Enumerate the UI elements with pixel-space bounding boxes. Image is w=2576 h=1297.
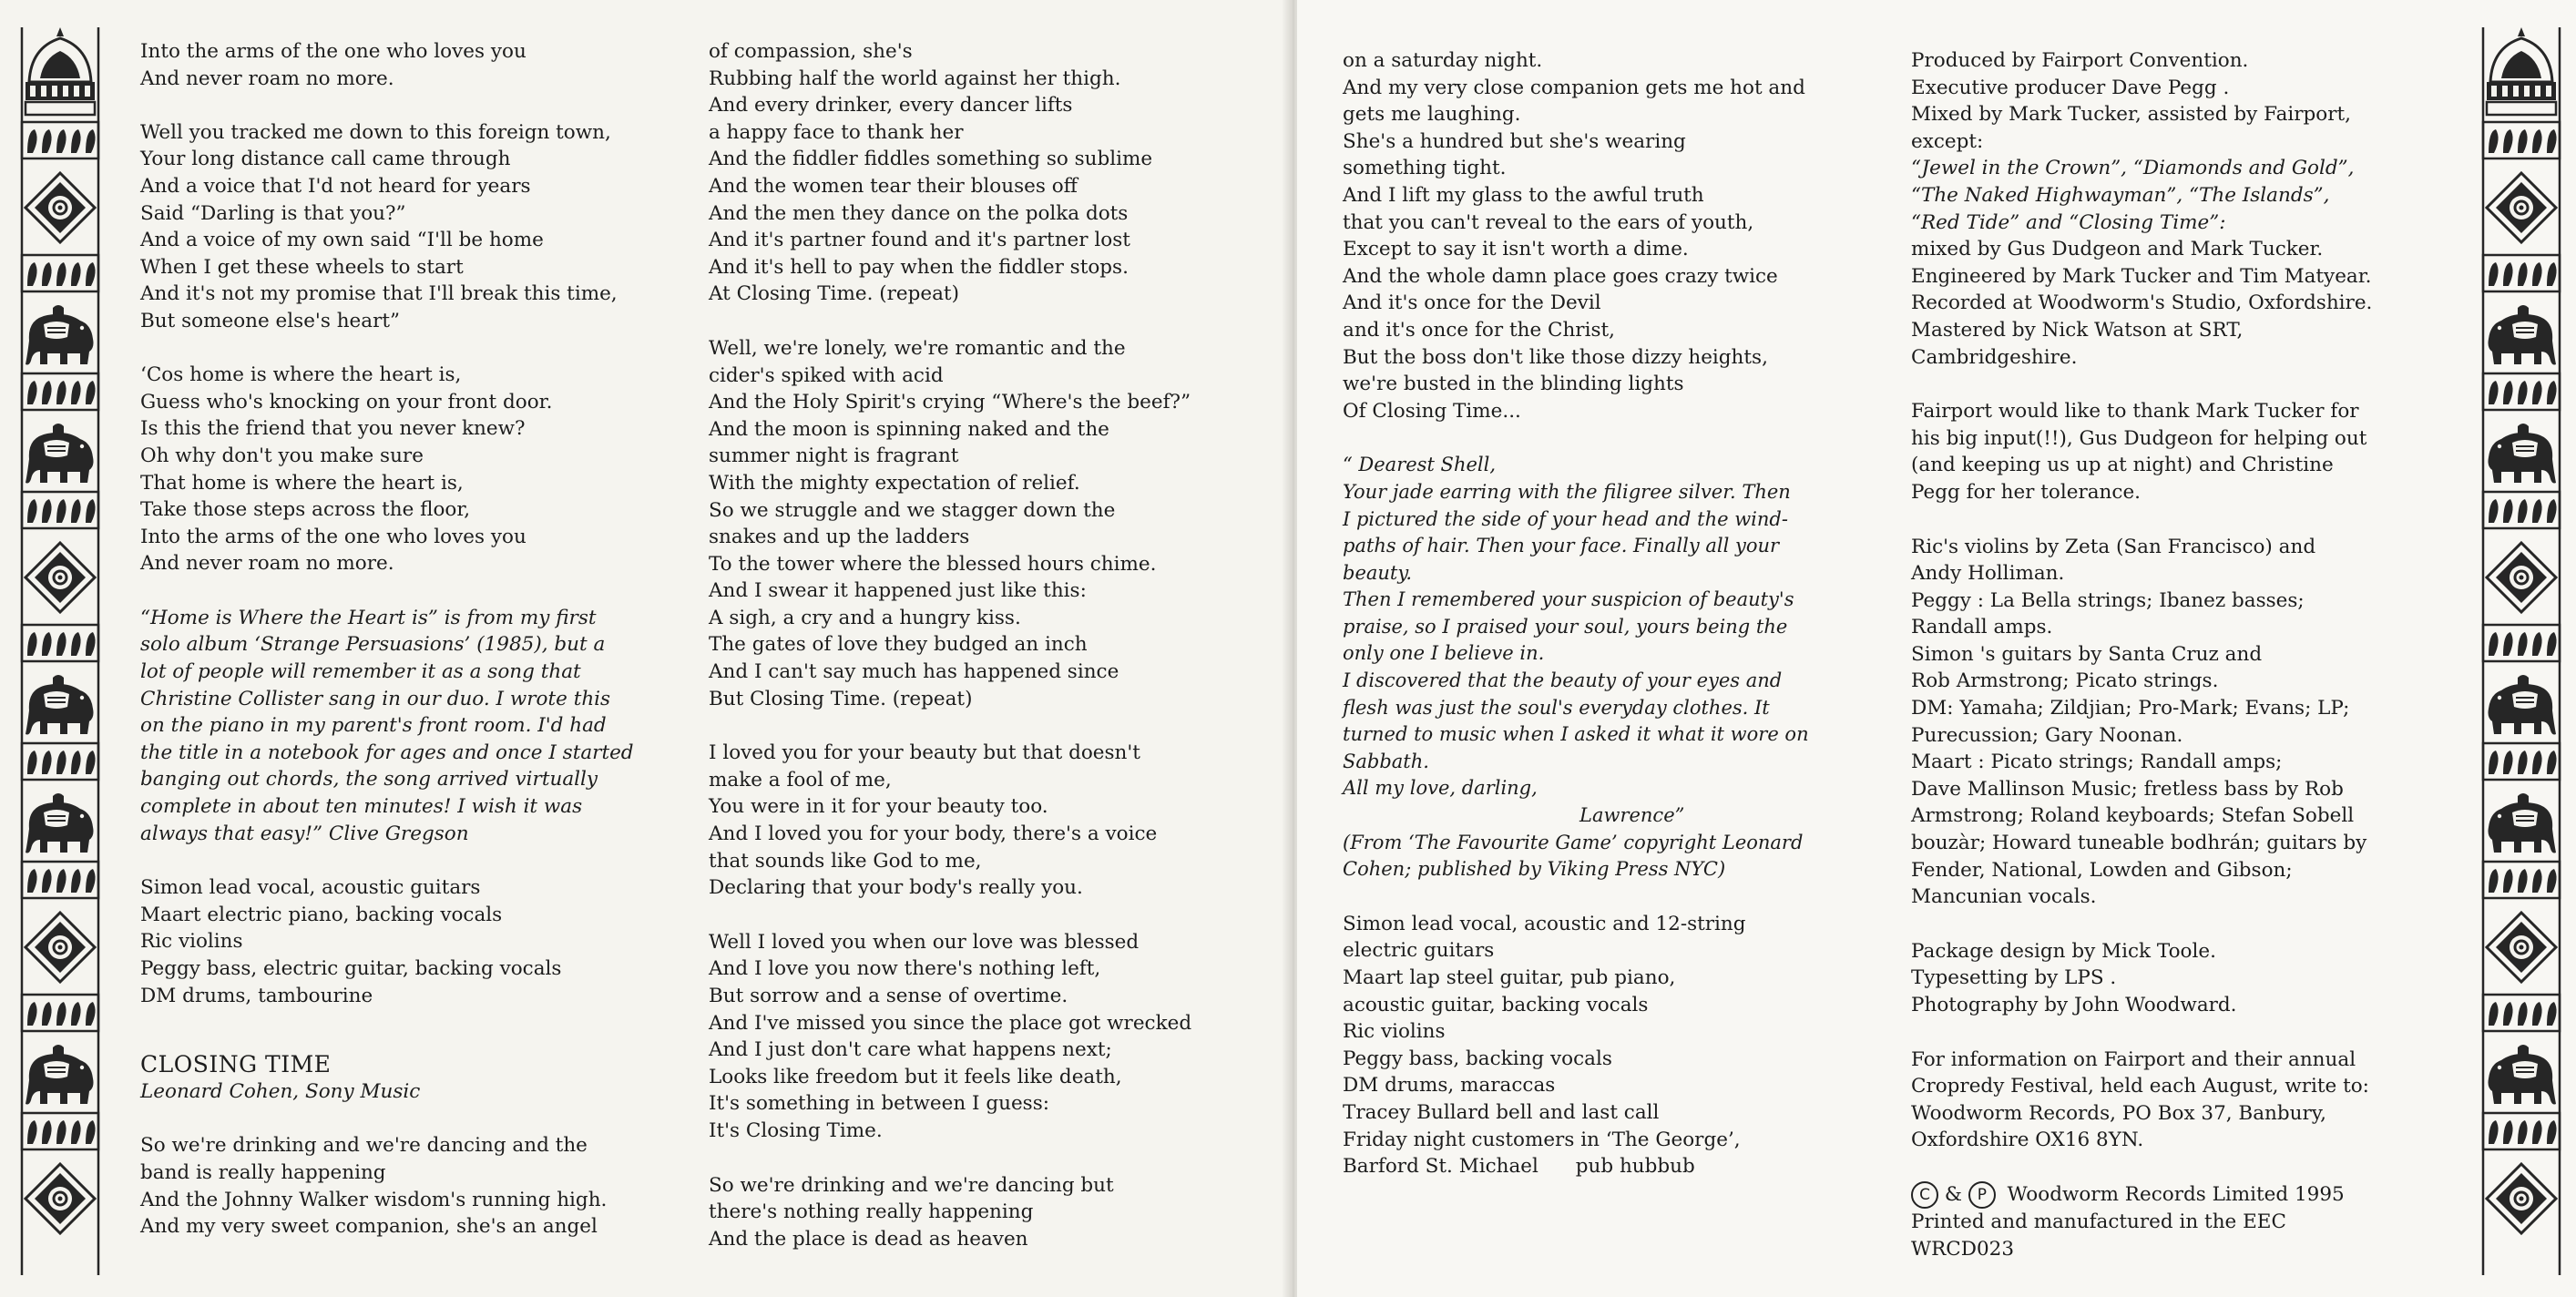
letter-line: Then I remembered your suspicion of beauty's: [1343, 588, 1794, 611]
lyric-line: Into the arms of the one who loves you: [140, 525, 526, 548]
lyric-line: But someone else's heart”: [140, 309, 400, 332]
lyric-line: And the fiddler fiddles something so sublime: [709, 148, 1153, 171]
lyric-line: And it's not my promise that I'll break this time,: [140, 282, 618, 306]
credit-line: Oxfordshire OX16 8YN.: [1911, 1128, 2144, 1152]
copyright-block: [1911, 1181, 2372, 1262]
lyric-line: And never roam no more.: [140, 66, 394, 90]
credit-line: Andy Holliman.: [1911, 562, 2065, 586]
credit-line: Rob Armstrong; Picato strings.: [1911, 669, 2219, 693]
lyric-line: band is really happening: [140, 1160, 386, 1184]
credits-home: [140, 874, 634, 1009]
credit-line: Ric violins: [140, 930, 243, 954]
lyric-line: Well I loved you when our love was blessed: [709, 930, 1140, 954]
diamond-ornament-icon: [2487, 1164, 2556, 1233]
lyric-line: She's a hundred but she's wearing: [1343, 129, 1686, 153]
lyric-line: that sounds like God to me,: [709, 849, 982, 873]
lyric-line: Guess who's knocking on your front door.: [140, 390, 553, 414]
paisley-band-icon: [22, 743, 98, 780]
lyric-line: And it's once for the Devil: [1343, 291, 1601, 315]
catalog-number: WRCD023: [1911, 1237, 2015, 1261]
elephant-icon: [26, 793, 94, 853]
credit-line: his big input(!!), Gus Dudgeon for helping out: [1911, 426, 2367, 450]
credits-column-left: [1343, 47, 1809, 1180]
lyric-line: And my very sweet companion, she's an angel: [140, 1215, 598, 1239]
credit-line: mixed by Gus Dudgeon and Mark Tucker.: [1911, 238, 2324, 261]
lyric-line: And I've missed you since the place got wrecked: [709, 1011, 1192, 1035]
credit-line: Ric's violins by Zeta (San Francisco) and: [1911, 535, 2316, 558]
printed-line: Printed and manufactured in the EEC: [1911, 1210, 2286, 1233]
lyric-line: With the mighty expectation of relief.: [709, 471, 1080, 495]
credit-line: Package design by Mick Toole.: [1911, 939, 2216, 963]
lyric-line: But sorrow and a sense of overtime.: [709, 985, 1068, 1007]
stanza: [709, 335, 1191, 712]
paisley-band-icon: [2483, 862, 2560, 898]
lyrics-block-home: [140, 38, 634, 577]
credit-line: Maart : Picato strings; Randall amps;: [1911, 751, 2283, 774]
credit-line: Engineered by Mark Tucker and Tim Matyear.: [1911, 264, 2372, 288]
credit-line: Cropredy Festival, held each August, write to:: [1911, 1075, 2369, 1098]
lyric-line: of compassion, she's: [709, 40, 913, 63]
song-title: CLOSING TIME: [140, 1051, 332, 1078]
stanza: [709, 1172, 1191, 1253]
credit-line: bouzàr; Howard tuneable bodhrán; guitars by: [1911, 832, 2367, 855]
elephant-icon: [2489, 305, 2557, 365]
stanza: [709, 929, 1191, 1145]
lyric-line: something tight.: [1343, 157, 1507, 180]
lyric-line: And a voice that I'd not heard for years: [140, 174, 531, 198]
letter-line: I discovered that the beauty of your eyes and: [1343, 669, 1783, 692]
lyric-line: But the boss don't like those dizzy heights,: [1343, 345, 1768, 369]
credit-line: acoustic guitar, backing vocals: [1343, 993, 1649, 1016]
lyric-line: Well, we're lonely, we're romantic and the: [709, 336, 1126, 360]
lyric-line: But Closing Time. (repeat): [709, 687, 973, 710]
paisley-band-icon: [2483, 995, 2560, 1031]
elephant-icon: [2489, 793, 2557, 853]
credit-line: Tracey Bullard bell and last call: [1343, 1100, 1660, 1124]
author-note: [140, 605, 634, 847]
lyric-line: Oh why don't you make sure: [140, 444, 424, 467]
lyric-line: And the Johnny Walker wisdom's running high.: [140, 1188, 608, 1211]
lyric-line: And it's partner found and it's partner lost: [709, 229, 1130, 252]
diamond-ornament-icon: [26, 913, 95, 982]
stanza: [709, 38, 1191, 308]
credit-line: Executive producer Dave Pegg .: [1911, 76, 2230, 99]
credits-closing-time: [1343, 911, 1809, 1180]
lyric-line: And the moon is spinning naked and the: [709, 417, 1109, 441]
credit-line: DM: Yamaha; Zildjian; Pro-Mark; Evans; LP;: [1911, 697, 2350, 720]
lyric-line: make a fool of me,: [709, 768, 892, 791]
credit-line: (and keeping us up at night) and Christine: [1911, 454, 2334, 477]
diamond-ornament-icon: [2487, 543, 2556, 612]
credit-line: Armstrong; Roland keyboards; Stefan Sobell: [1911, 804, 2355, 828]
letter-line: Your jade earring with the filigree silver. Then: [1343, 480, 1791, 503]
credit-line: DM drums, tambourine: [140, 984, 373, 1007]
lyric-line: And the women tear their blouses off: [709, 174, 1078, 198]
lyric-line: Your long distance call came through: [140, 148, 511, 171]
note-line: solo album ‘Strange Persuasions’ (1985), but a: [140, 633, 606, 657]
lyric-line: And the men they dance on the polka dots: [709, 201, 1129, 225]
note-line: always that easy!”: [140, 822, 323, 845]
paisley-band-icon: [22, 862, 98, 898]
lyric-line: And never roam no more.: [140, 552, 394, 576]
note-line: Christine Collister sang in our duo. I wrote this: [140, 687, 611, 710]
credit-line: Recorded at Woodworm's Studio, Oxfordshire.: [1911, 291, 2373, 315]
lyric-line: A sigh, a cry and a hungry kiss.: [709, 606, 1021, 629]
lyric-line: Is this the friend that you never knew?: [140, 417, 526, 441]
credit-line: “The Naked Highwayman”, “The Islands”,: [1911, 183, 2330, 207]
credit-line: Woodworm Records, PO Box 37, Banbury,: [1911, 1101, 2326, 1125]
right-page: [1297, 0, 2576, 1297]
letter-line: “ Dearest Shell,: [1343, 454, 1496, 476]
stanza: [1343, 47, 1809, 424]
elephant-icon: [26, 424, 94, 484]
credit-line: except:: [1911, 129, 1984, 153]
lyric-line: ‘Cos home is where the heart is,: [140, 363, 462, 387]
elephant-icon: [2489, 675, 2557, 735]
lyric-line: summer night is fragrant: [709, 444, 959, 468]
credit-line: Typesetting by LPS .: [1911, 966, 2117, 990]
temple-dome-icon: [2487, 27, 2556, 115]
lyric-line: Of Closing Time...: [1343, 399, 1521, 423]
elephant-border-left: [16, 27, 104, 1275]
copyright-icon: C: [1911, 1181, 1938, 1209]
letter-source: Cohen; published by Viking Press NYC): [1343, 858, 1726, 881]
note-line: on the piano in my parent's front room. I'd had: [140, 714, 607, 738]
note-line: “Home is Where the Heart is” is from my first: [140, 606, 597, 629]
instrument-credits: [1911, 534, 2372, 911]
lyric-line: And a voice of my own said “I'll be home: [140, 229, 544, 252]
note-signature: Clive Gregson: [328, 822, 469, 845]
letter-source: (From ‘The Favourite Game’ copyright Leonard: [1343, 831, 1804, 853]
note-last-row: [140, 821, 614, 848]
lyric-line: And I loved you for your body, there's a voice: [709, 822, 1158, 846]
lyric-line: And I just don't care what happens next;: [709, 1038, 1112, 1062]
paisley-band-icon: [22, 1113, 98, 1149]
lyrics-block-closing: [140, 1132, 634, 1240]
paisley-band-icon: [22, 255, 98, 291]
credit-line: Randall amps.: [1911, 616, 2053, 639]
temple-dome-icon: [26, 27, 95, 115]
paisley-band-icon: [22, 625, 98, 661]
lyric-line: Except to say it isn't worth a dime.: [1343, 238, 1689, 261]
diamond-ornament-icon: [26, 1164, 95, 1233]
lyric-line: And my very close companion gets me hot and: [1343, 76, 1805, 99]
credit-line: electric guitars: [1343, 939, 1495, 963]
lyric-line: And the whole damn place goes crazy twice: [1343, 264, 1778, 288]
paisley-band-icon: [2483, 625, 2560, 661]
lyric-line: And I can't say much has happened since: [709, 660, 1119, 684]
paisley-band-icon: [2483, 492, 2560, 528]
credit-line: Peggy bass, backing vocals: [1343, 1047, 1612, 1070]
lyric-line: To the tower where the blessed hours chime.: [709, 552, 1157, 576]
credits-column-right: [1911, 47, 2372, 1262]
lyric-line: and it's once for the Christ,: [1343, 318, 1615, 342]
credit-line: Mastered by Nick Watson at SRT,: [1911, 318, 2244, 342]
letter-line: flesh was just the soul's everyday clothes. It: [1343, 696, 1770, 719]
lyric-line: And the Holy Spirit's crying “Where's the beef?”: [709, 391, 1191, 414]
lyric-line: You were in it for your beauty too.: [709, 795, 1048, 819]
credit-line: DM drums, maraccas: [1343, 1074, 1556, 1098]
lyric-line: And the place is dead as heaven: [709, 1227, 1028, 1251]
lyric-line: snakes and up the ladders: [709, 526, 970, 549]
credit-line: Maart electric piano, backing vocals: [140, 903, 503, 926]
elephant-icon: [26, 675, 94, 735]
elephant-icon: [26, 305, 94, 365]
credit-line: Simon 's guitars by Santa Cruz and: [1911, 642, 2263, 666]
credit-line: Purecussion; Gary Noonan.: [1911, 723, 2183, 747]
note-line: the title in a notebook for ages and once I started: [140, 740, 634, 764]
production-credits: [1911, 47, 2372, 371]
lyric-line: that you can't reveal to the ears of youth,: [1343, 210, 1754, 234]
lyric-line: And I lift my glass to the awful truth: [1343, 183, 1704, 207]
credit-line: Maart lap steel guitar, pub piano,: [1343, 966, 1676, 989]
letter-line: beauty.: [1343, 561, 1413, 584]
lyric-line: Said “Darling is that you?”: [140, 201, 406, 225]
diamond-ornament-icon: [26, 543, 95, 612]
letter-line: praise, so I praised your soul, yours being the: [1343, 615, 1788, 638]
lyric-line: When I get these wheels to start: [140, 255, 464, 279]
letter-line: I pictured the side of your head and the wind-: [1343, 507, 1788, 530]
lyric-line: Into the arms of the one who loves you: [140, 40, 526, 63]
diamond-ornament-icon: [2487, 173, 2556, 242]
copyright-line: C & P Woodworm Records Limited 1995: [1911, 1181, 2372, 1209]
letter-line: Sabbath.: [1343, 750, 1429, 772]
lyric-line: So we're drinking and we're dancing and the: [140, 1134, 588, 1158]
lyric-line: It's Closing Time.: [709, 1118, 883, 1142]
credit-line: Mixed by Mark Tucker, assisted by Fairport,: [1911, 103, 2352, 127]
design-credits: [1911, 938, 2372, 1019]
song-subtitle: Leonard Cohen, Sony Music: [140, 1079, 421, 1103]
thanks: [1911, 398, 2372, 506]
quoted-letter: [1343, 452, 1809, 883]
credit-line: Pegg for her tolerance.: [1911, 480, 2142, 504]
lyric-line: there's nothing really happening: [709, 1200, 1034, 1224]
lyric-line: Well you tracked me down to this foreign town,: [140, 120, 611, 144]
lyric-line: Rubbing half the world against her thigh.: [709, 66, 1121, 90]
phonogram-icon: P: [1968, 1181, 1996, 1209]
lyric-line: Take those steps across the floor,: [140, 498, 471, 522]
credit-line: Produced by Fairport Convention.: [1911, 49, 2249, 72]
middle-column: [709, 38, 1191, 1252]
credit-line: Fairport would like to thank Mark Tucker for: [1911, 400, 2359, 424]
credit-line: “Jewel in the Crown”, “Diamonds and Gold”,: [1911, 157, 2355, 180]
lyric-line: gets me laughing.: [1343, 103, 1521, 127]
note-line: complete in about ten minutes! I wish it was: [140, 795, 583, 819]
letter-line: All my love, darling,: [1343, 777, 1538, 800]
lyric-line: And every drinker, every dancer lifts: [709, 94, 1073, 117]
lyric-line: [140, 335, 634, 363]
lyric-line: The gates of love they budged an inch: [709, 633, 1088, 657]
credit-line: Simon lead vocal, acoustic and 12-string: [1343, 912, 1746, 935]
stanza: [709, 740, 1191, 902]
paisley-band-icon: [22, 373, 98, 410]
credit-line: Simon lead vocal, acoustic guitars: [140, 876, 481, 900]
paisley-band-icon: [2483, 1113, 2560, 1149]
paisley-band-icon: [2483, 255, 2560, 291]
elephant-border-right: [2478, 27, 2565, 1275]
lyric-line: we're busted in the blinding lights: [1343, 373, 1684, 396]
elephant-icon: [2489, 1045, 2557, 1105]
paisley-band-icon: [2483, 122, 2560, 158]
credit-line: Cambridgeshire.: [1911, 345, 2078, 369]
credit-line: Peggy : La Bella strings; Ibanez basses;: [1911, 588, 2305, 612]
lyric-line: And I love you now there's nothing left,: [709, 957, 1101, 981]
letter-line: paths of hair. Then your face. Finally all your: [1343, 535, 1780, 557]
lyric-line: That home is where the heart is,: [140, 471, 464, 495]
lyric-line: And it's hell to pay when the fiddler stops.: [709, 255, 1129, 279]
paisley-band-icon: [22, 122, 98, 158]
elephant-icon: [26, 1045, 94, 1105]
note-line: lot of people will remember it as a song that: [140, 660, 581, 684]
credit-line: Peggy bass, electric guitar, backing vocals: [140, 957, 562, 980]
paisley-band-icon: [22, 492, 98, 528]
credit-line: For information on Fairport and their annual: [1911, 1047, 2356, 1071]
lyric-line: on a saturday night.: [1343, 49, 1543, 72]
credit-line: Friday night customers in ‘The George’,: [1343, 1128, 1741, 1151]
lyric-line: Looks like freedom but it feels like death,: [709, 1065, 1122, 1088]
lyric-line: So we're drinking and we're dancing but: [709, 1173, 1114, 1197]
credit-line: “Red Tide” and “Closing Time”:: [1911, 210, 2226, 234]
contact-info: [1911, 1047, 2372, 1154]
credit-line: Dave Mallinson Music; fretless bass by Rob: [1911, 777, 2344, 801]
letter-line: only one I believe in.: [1343, 642, 1545, 665]
letter-line: turned to music when I asked it what it wore on: [1343, 723, 1809, 746]
diamond-ornament-icon: [26, 173, 95, 242]
credit-line-last: Barford St. Michael pub hubbub: [1343, 1155, 1695, 1179]
paisley-band-icon: [2483, 373, 2560, 410]
credit-line: Ric violins: [1343, 1020, 1446, 1044]
note-line: banging out chords, the song arrived virtually: [140, 768, 598, 791]
credit-line: Photography by John Woodward.: [1911, 994, 2237, 1016]
paisley-band-icon: [2483, 743, 2560, 780]
paisley-band-icon: [22, 995, 98, 1031]
lyric-line: Declaring that your body's really you.: [709, 876, 1083, 900]
elephant-icon: [2489, 424, 2557, 484]
lyric-line: cider's spiked with acid: [709, 363, 944, 387]
lyric-line: [140, 92, 634, 119]
lyric-line: a happy face to thank her: [709, 120, 964, 144]
lyric-line: And I swear it happened just like this:: [709, 579, 1087, 603]
left-column: [140, 38, 634, 1241]
diamond-ornament-icon: [2487, 913, 2556, 982]
lyric-line: It's something in between I guess:: [709, 1092, 1049, 1116]
lyric-line: At Closing Time. (repeat): [709, 282, 959, 306]
credit-line: Fender, National, Lowden and Gibson;: [1911, 858, 2293, 882]
lyric-line: I loved you for your beauty but that doesn't: [709, 741, 1140, 765]
lyric-line: So we struggle and we stagger down the: [709, 498, 1116, 522]
credit-line: Mancunian vocals.: [1911, 885, 2097, 909]
letter-signature: Lawrence”: [1579, 804, 1685, 827]
